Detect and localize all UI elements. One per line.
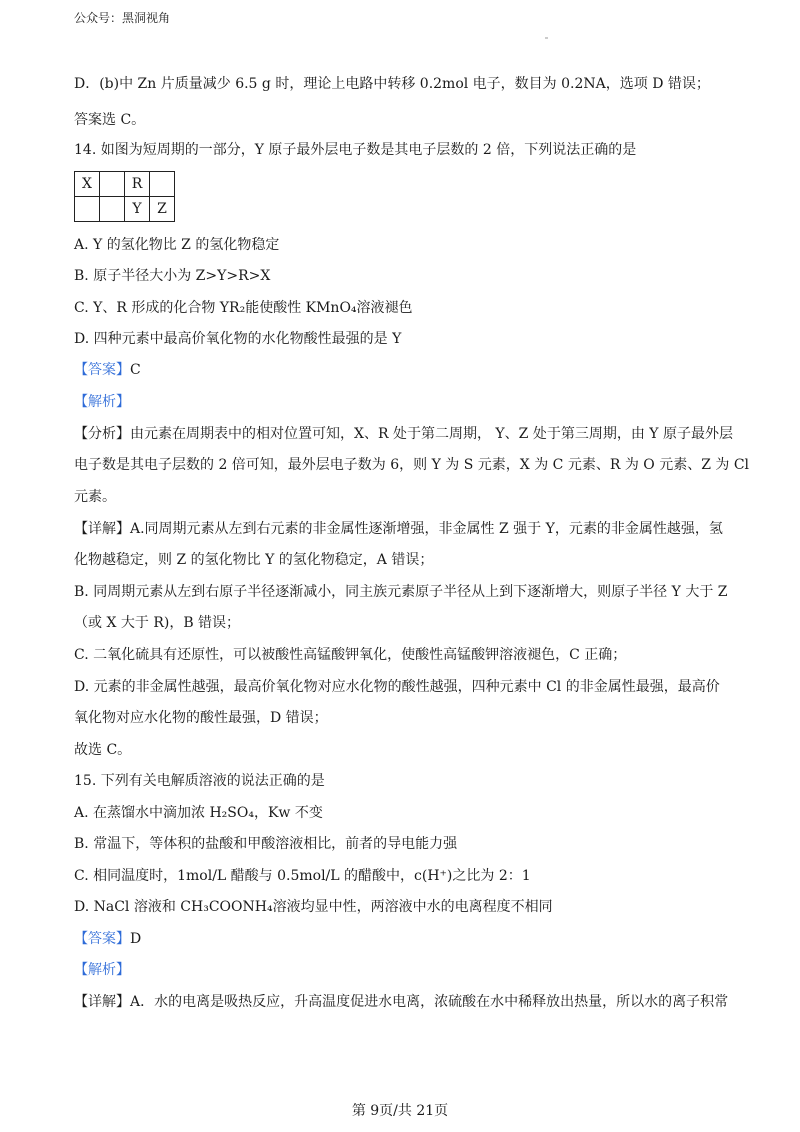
q14-xiangjie-line-4: （或 X 大于 R)，B 错误； xyxy=(74,615,241,631)
q14-stem: 14. 如图为短周期的一部分，Y 原子最外层电子数是其电子层数的 2 倍，下列说法正确的是 xyxy=(74,142,637,158)
xiangjie-text: A.同周期元素从左到右元素的非金属性逐渐增强，非金属性 Z 强于 Y，元素的非金属性越强，氢 xyxy=(130,521,723,537)
q14-option-a: A. Y 的氢化物比 Z 的氢化物稳定 xyxy=(74,237,280,253)
q15-answer xyxy=(74,929,760,949)
q15-option-b: B. 常温下，等体积的盐酸和甲酸溶液相比，前者的导电能力强 xyxy=(74,836,458,852)
table-cell xyxy=(100,197,125,222)
table-cell xyxy=(100,172,125,197)
q14-option-b: B. 原子半径大小为 Z>Y>R>X xyxy=(74,268,271,284)
table-row xyxy=(75,197,175,222)
answer-tag: 【答案】 xyxy=(74,362,130,378)
q15-xiangjie-line-1 xyxy=(74,992,760,1012)
q14-fenxi-line-3: 元素。 xyxy=(74,489,116,505)
q15-option-d: D. NaCl 溶液和 CH₃COONH₄溶液均显中性，两溶液中水的电离程度不相同 xyxy=(74,899,553,915)
q15-analysis-tag: 【解析】 xyxy=(74,962,130,978)
q14-xiangjie-line-1 xyxy=(74,519,760,539)
table-row xyxy=(75,172,175,197)
xiangjie-text: A．水的电离是吸热反应，升高温度促进水电离，浓硫酸在水中稀释放出热量，所以水的离子积常 xyxy=(130,994,729,1010)
q14-fenxi-line-2: 电子数是其电子层数的 2 倍可知，最外层电子数为 6，则 Y 为 S 元素，X 为 C 元素、R 为 O 元素、Z 为 Cl xyxy=(74,457,750,473)
q15-option-c: C. 相同温度时，1mol/L 醋酸与 0.5mol/L 的醋酸中，c(H⁺)之比为 2：1 xyxy=(74,868,531,884)
prev-answer: 答案选 C。 xyxy=(74,112,146,128)
page-footer: 第 9页/共 21页 xyxy=(351,1103,449,1119)
answer-tag: 【答案】 xyxy=(74,931,130,947)
fenxi-tag: 【分析】 xyxy=(74,426,130,442)
q14-xiangjie-line-5: C. 二氧化硫具有还原性，可以被酸性高锰酸钾氧化，使酸性高锰酸钾溶液褪色，C 正确； xyxy=(74,647,627,663)
q14-xiangjie-line-7: 氧化物对应水化物的酸性最强，D 错误； xyxy=(74,710,328,726)
q14-fenxi-line-1 xyxy=(74,424,760,444)
q14-xiangjie-line-6: D. 元素的非金属性越强，最高价氧化物对应水化物的酸性越强，四种元素中 Cl 的非金属性最强，最高价 xyxy=(74,679,720,695)
table-cell xyxy=(75,197,100,222)
table-cell xyxy=(150,172,175,197)
q14-analysis-tag: 【解析】 xyxy=(74,394,130,410)
table-cell: X xyxy=(75,172,100,197)
table-cell: R xyxy=(125,172,150,197)
xiangjie-tag: 【详解】 xyxy=(74,994,130,1010)
q14-xiangjie-line-3: B. 同周期元素从左到右原子半径逐渐减小，同主族元素原子半径从上到下逐渐增大，则原子半径 Y 大于 Z xyxy=(74,584,728,600)
xiangjie-tag: 【详解】 xyxy=(74,521,130,537)
fenxi-text: 由元素在周期表中的相对位置可知，X、R 处于第二周期， Y、Z 处于第三周期，由 Y 原子最外层 xyxy=(130,426,733,442)
page-header: 公众号：黑洞视角 xyxy=(74,11,171,25)
q14-option-d: D. 四种元素中最高价氧化物的水化物酸性最强的是 Y xyxy=(74,331,402,347)
table-cell: Y xyxy=(125,197,150,222)
periodic-table-fragment xyxy=(74,171,175,222)
answer-value: D xyxy=(130,931,142,947)
scan-speck xyxy=(545,37,548,39)
answer-value: C xyxy=(130,362,141,378)
q14-option-c: C. Y、R 形成的化合物 YR₂能使酸性 KMnO₄溶液褪色 xyxy=(74,300,413,316)
table-cell: Z xyxy=(150,197,175,222)
prev-option-d: D．(b)中 Zn 片质量减少 6.5 g 时，理论上电路中转移 0.2mol 电子，数目为 0.2NA，选项 D 错误； xyxy=(74,76,710,92)
q15-option-a: A. 在蒸馏水中滴加浓 H₂SO₄，Kw 不变 xyxy=(74,805,323,821)
q14-xiangjie-line-2: 化物越稳定，则 Z 的氢化物比 Y 的氢化物稳定，A 错误； xyxy=(74,552,434,568)
q15-stem: 15. 下列有关电解质溶液的说法正确的是 xyxy=(74,773,325,789)
q14-conclusion: 故选 C。 xyxy=(74,742,132,758)
q14-answer xyxy=(74,360,760,380)
